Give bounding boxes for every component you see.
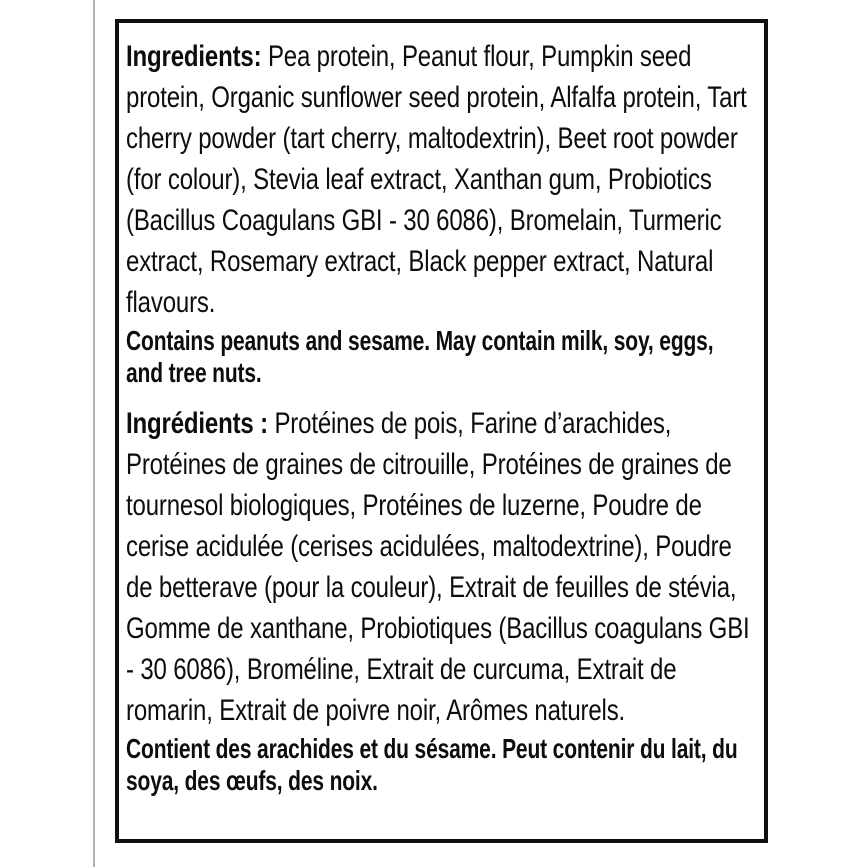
ingredients-body-french: Protéines de pois, Farine d’arachides, Protéines de graines de citrouille, Protéines de graines de tournesol biologiques, Protéines de luzerne, Poudre de cerise acidulée (cerises acidulées, maltodextrine), Poudre de betterave (pour la couleur), Extrait de feuilles de stévia, Gomme de xanthane, Probiotiques (Bacillus coagulans GBI - 30 6086), Broméline, Extrait de curcuma, Extrait de romarin, Extrait de poivre noir, Arômes naturels. — [126, 407, 750, 727]
ingredients-paragraph-french — [126, 403, 756, 731]
ingredients-label-english: Ingredients: — [126, 40, 262, 73]
ingredients-panel — [115, 19, 768, 843]
ingredients-body-english: Pea protein, Peanut flour, Pumpkin seed protein, Organic sunflower seed protein, Alfalfa protein, Tart cherry powder (tart cherry, maltodextrin), Beet root powder (for colour), Stevia leaf extract, Xanthan gum, Probiotics (Bacillus Coagulans GBI - 30 6086), Bromelain, Turmeric extract, Rosemary extract, Black pepper extract, Natural flavours. — [126, 40, 747, 319]
allergen-statement-french: Contient des arachides et du sésame. Peut contenir du lait, du soya, des œufs, des noix. — [126, 733, 738, 796]
label-edge-line — [93, 0, 95, 867]
allergen-statement-english: Contains peanuts and sesame. May contain milk, soy, eggs, and tree nuts. — [126, 325, 714, 388]
ingredients-paragraph-english — [126, 36, 756, 323]
ingredients-label-french: Ingrédients : — [126, 407, 268, 440]
